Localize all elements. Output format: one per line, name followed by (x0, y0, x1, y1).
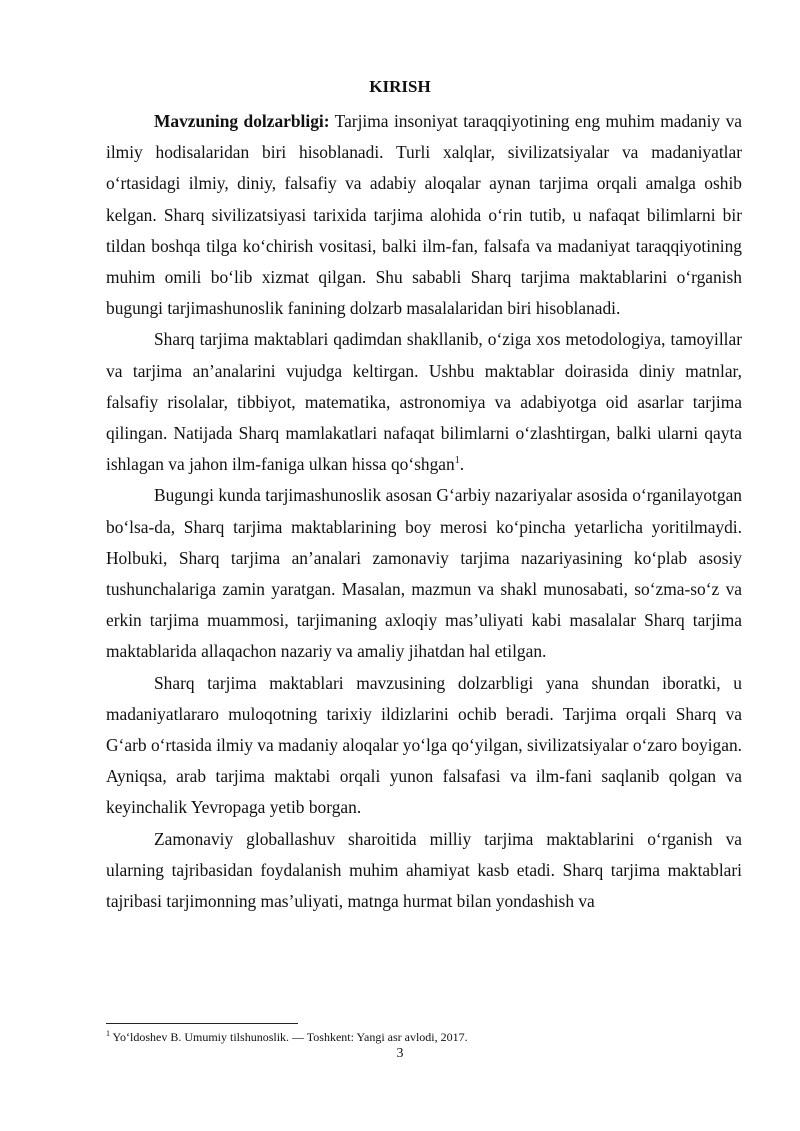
paragraph-globalization (106, 824, 742, 918)
paragraph-intercultural (106, 668, 742, 824)
paragraph-text: Sharq tarjima maktablari mavzusining dolzarbligi yana shundan iboratki, u madaniyatlararo muloqotning tarixiy ildizlarini ochib beradi. Tarjima orqali Sharq va G‘arb o‘rtasida ilmiy va madaniy aloqalar yo‘lga qo‘yilgan, sivilizatsiyalar o‘zaro boyigan. Ayniqsa, arab tarjima maktabi orqali yunon falsafasi va ilm-fani saqlanib qolgan va keyinchalik Yevropaga yetib borgan. (106, 672, 742, 818)
footnote-mark: 1 (106, 1029, 110, 1038)
footnote-text: Yo‘ldoshev B. Umumiy tilshunoslik. — Toshkent: Yangi asr avlodi, 2017. (110, 1030, 468, 1044)
paragraph-text: Sharq tarjima maktablari qadimdan shakllanib, o‘ziga xos metodologiya, tamoyillar va tarjima an’analarini vujudga keltirgan. Ushbu maktablar doirasida diniy matnlar, falsafiy risolalar, tibbiyot, matematika, astronomiya va adabiyotga oid asarlar tarjima qilingan. Natijada Sharq mamlakatlari nafaqat bilimlarni o‘zlashtirgan, balki ularni qayta ishlagan va jahon ilm-faniga ulkan hissa qo‘shgan (106, 329, 742, 475)
paragraph-text: Tarjima insoniyat taraqqiyotining eng muhim madaniy va ilmiy hodisalaridan biri hisoblanadi. Turli xalqlar, sivilizatsiyalar va madaniyatlar o‘rtasidagi ilmiy, diniy, falsafiy va adabiy aloqalar aynan tarjima orqali amalga oshib kelgan. Sharq sivilizatsiyasi tarixida tarjima alohida o‘rin tutib, u nafaqat bilimlarni bir tildan boshqa tilga ko‘chirish vositasi, balki ilm-fan, falsafa va madaniyat taraqqiyotining muhim omili bo‘lib xizmat qilgan. Shu sababli Sharq tarjima maktablarini o‘rganish bugungi tarjimashunoslik fanining dolzarb masalalaridan biri hisoblanadi. (106, 111, 742, 319)
body-text (106, 106, 742, 917)
footnote-reference: 1 (454, 455, 460, 467)
paragraph-relevance (106, 106, 742, 324)
page-title: KIRISH (369, 77, 431, 96)
paragraph-text: Zamonaviy globallashuv sharoitida milliy tarjima maktablarini o‘rganish va ularning tajribasidan foydalanish muhim ahamiyat kasb etadi. Sharq tarjima maktablari tajribasi tarjimonning mas’uliyati, matnga hurmat bilan yondashish va (106, 828, 742, 912)
paragraph-text: Bugungi kunda tarjimashunoslik asosan G‘arbiy nazariyalar asosida o‘rganilayotgan bo‘lsa-da, Sharq tarjima maktablarining boy merosi ko‘pincha yetarlicha yoritilmaydi. Holbuki, Sharq tarjima an’analari zamonaviy tarjima nazariyasining ko‘plab asosiy tushunchalariga zamin yaratgan. Masalan, mazmun va shakl munosabati, so‘zma-so‘z va erkin tarjima muammosi, tarjimaning axloqiy mas’uliyati kabi masalalar Sharq tarjima maktablarida allaqachon nazariy va amaliy jihatdan hal etilgan. (106, 485, 742, 662)
footnote (106, 1030, 742, 1045)
paragraph-lead-in: Mavzuning dolzarbligi: (154, 111, 330, 131)
paragraph-western-theories (106, 480, 742, 667)
page-number: 3 (396, 1046, 404, 1061)
footnote-divider (106, 1023, 298, 1024)
paragraph-tail: . (459, 454, 465, 475)
paragraph-eastern-schools (106, 324, 742, 480)
